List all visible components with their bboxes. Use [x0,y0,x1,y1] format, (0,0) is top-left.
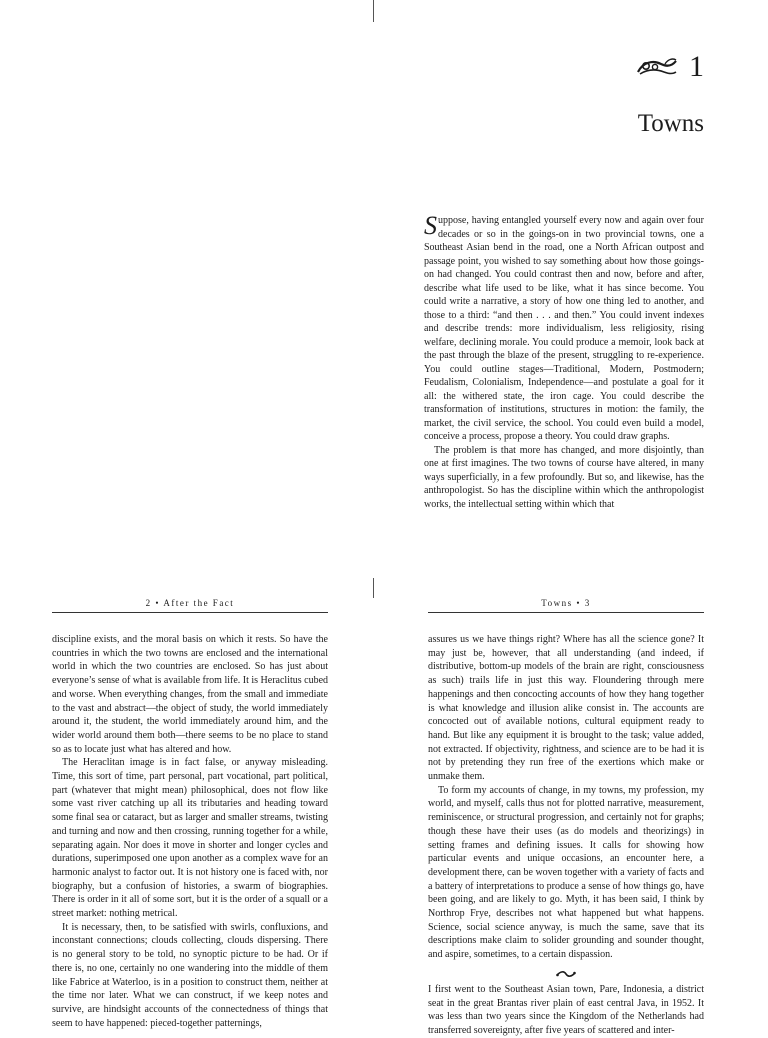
body-text-right [428,633,704,1038]
running-head-left: 2 • After the Fact [145,598,235,608]
opening-paragraph-2: The problem is that more has changed, and more disjointly, than one at first imagines. The two towns of course have altered, in many ways superficially, in a few profoundly. But so, and likewise, has the anthropologist. So has the discipline within which the anthropologist works, the intellectual setting within which that [424,444,704,510]
opening-text [424,211,704,511]
chapter-title: Towns [637,110,704,137]
opening-paragraph-1-text: uppose, having entangled yourself every now and again over four decades or so in the goings-on in two provincial towns, one a Southeast Asian bend in the road, one a North African outpost and passage point, you wished to say something about how those goings-on had changed. You could contrast then and now, before and after, describe what life used to be like, what it has since become. You could write a narrative, a story of how one thing led to another, and those to a third: “and then . . . and then.” You could invent indexes and describe trends: more individualism, less religiosity, rising welfare, declining morale. You could produce a memoir, look back at the past through the blaze of the present, struggling to re-experience. You could outline stages—Traditional, Modern, Postmodern; Feudalism, Colonialism, Independence—and postulate a goal for it all: the withered state, the iron cage. You could describe the transformation of institutions, structures in motion: the family, the market, the civil service, the school. You could even build a model, conceive a process, propose a theory. You could draw graphs. [424,215,704,442]
paragraph: discipline exists, and the moral basis on which it rests. So have the countries in which the two towns are enclosed and the international world in which the two countries are enclosed. So has just about everyone’s sense of what is available from life. It is Heraclitus cubed and worse. When everything changes, from the small and immediate to the vast and abstract—the object of study, the world immediately around it, the student, the world immediately around him, and the wider world around them both—there seems to be no place to stand so as to locate just what has altered and how. [52,634,329,755]
binding-gutter-line [373,0,374,22]
right-page [384,585,768,1036]
chapter-number: 1 [689,50,704,83]
header-rule [52,612,328,613]
paragraph: To form my accounts of change, in my towns, my profession, my world, and myself, calls thus not for plotted narrative, measurement, reminiscence, or structural progression, and certainly not for graphs; though these have their uses (as do models and theorizings) in setting frames and defining issues. It calls for showing how particular events and unique occasions, an encounter here, a development there, can be woven together with a variety of facts and a battery of interpretations to produce a sense of how things go, have been going, and are likely to go. Myth, it has been said, I think by Northrop Frye, describes not what happened but what happens. Science, social science anyway, is much the same, save that its descriptions make claim to solider grounding and sounder thought, and aspire, sometimes, to a certain dispassion. [428,784,705,961]
opening-paragraph-1 [424,211,704,444]
running-head-right: Towns • 3 [541,598,591,608]
fleuron-icon [635,55,679,79]
header-rule [428,612,704,613]
chapter-heading [635,52,704,82]
body-text-left [52,633,328,1030]
paragraph: I first went to the Southeast Asian town, Pare, Indonesia, a district seat in the great Brantas river plain of east central Java, in 1952. It was less than two years since the Kingdom of the Netherlands had transferred sovereignty, after five years of scattered and inter- [428,983,704,1036]
section-break-ornament-icon [555,970,577,978]
left-page [0,585,384,1029]
paragraph: The Heraclitan image is in fact false, or anyway misleading. Time, this sort of time, part personal, part vocational, part political, part (whatever that might mean) philosophical, does not flow like some vast river catching up all its tributaries and heading toward some final sea or cataract, but as larger and smaller streams, twisting and turning and now and then crossing, running together for a while, separating again. Nor does it move in shorter and longer cycles and durations, superimposed one upon another as a complex wave for an harmonic analyst to factor out. It is not history one is faced with, nor biography, but a confusion of histories, a swarm of biographies. There is order in it all of some sort, but it is the order of a squall or a street market: nothing metrical. [52,757,328,920]
paragraph: It is necessary, then, to be satisfied with swirls, confluxions, and inconstant connections; clouds collecting, clouds dispersing. There is no general story to be told, no synoptic picture to be had. Or if there is, no one, certainly no one wandering into the middle of them like Fabrice at Waterloo, is in a position to construct them, neither at the time nor later. What we can construct, if we keep notes and survive, are hindsight accounts of the connectedness of things that seem to have happened: pieced-together patternings, [52,921,328,1029]
paragraph: assures us we have things right? Where has all the science gone? It may just be, however, that all understanding (and indeed, if distributive, bottom-up models of the brain are right, consciousness as such) trails life in just this way. Floundering through mere happenings and then concocting accounts of how they hang together is what knowledge and illusion alike consist in. The accounts are concocted out of available notions, cultural equipment ready to hand. But like any equipment it is brought to the task; value added, not extracted. If objectivity, rightness, and science are to be had it is not by pretending they run free of the exertions which make or unmake them. [428,634,704,783]
drop-cap: S [424,211,437,240]
